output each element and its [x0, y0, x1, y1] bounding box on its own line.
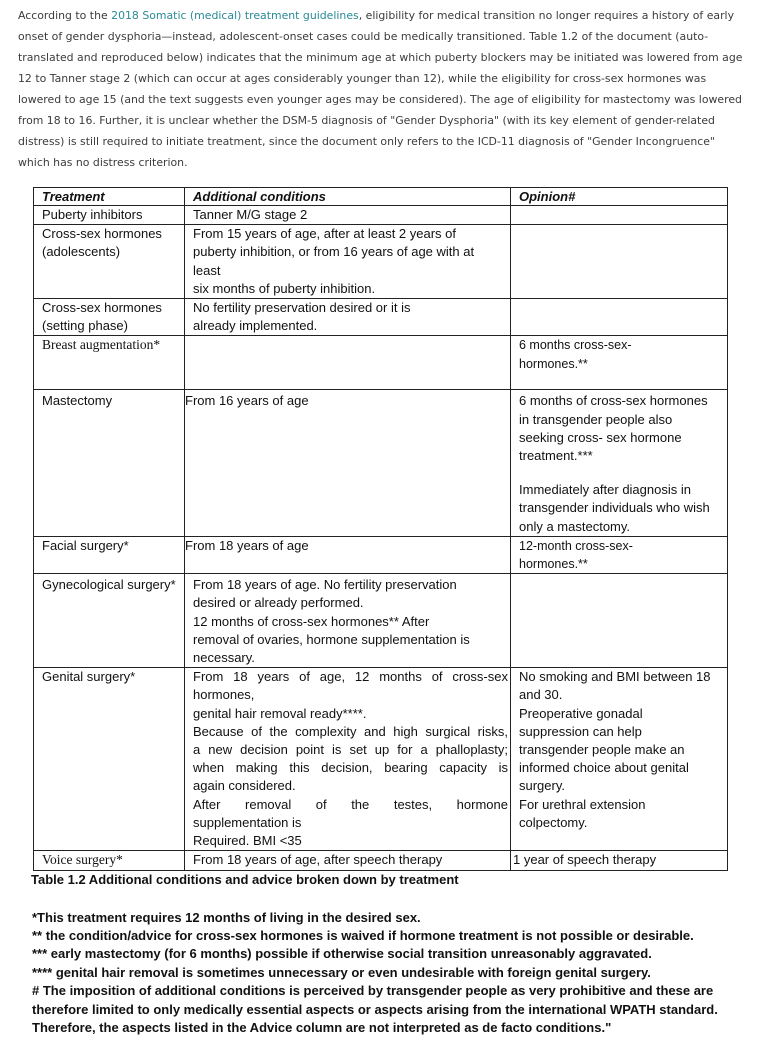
cell-line: informed choice about genital — [519, 760, 689, 776]
treatment-cell — [34, 536, 185, 573]
footnote: ** the condition/advice for cross-sex hormones is waived if hormone treatment is not possible or desirable. — [32, 927, 694, 943]
treatment-cell — [34, 390, 185, 536]
cell-line: least — [193, 262, 221, 278]
cell-line: hormones.** — [519, 557, 588, 572]
cell-line: treatment.*** — [519, 448, 593, 464]
cell-line: Puberty inhibitors — [42, 207, 143, 222]
table-row — [34, 390, 728, 536]
footnote: *** early mastectomy (for 6 months) possible if otherwise social transition unreasonably aggravated. — [32, 946, 652, 962]
cell-line: necessary. — [193, 650, 255, 666]
header-opinion: Opinion# — [511, 188, 728, 206]
opinion-cell — [511, 390, 728, 536]
cell-line: 12 months of cross-sex hormones** After — [193, 613, 430, 629]
cell-line: hormones, — [193, 687, 255, 703]
cell-line: surgery. — [519, 778, 565, 794]
cell-line: six months of puberty inhibition. — [193, 280, 376, 296]
cell-line: in transgender people also — [519, 411, 673, 427]
conditions-cell — [185, 668, 511, 851]
opinion-cell — [511, 225, 728, 299]
cell-line: puberty inhibition, or from 16 years of age with at — [193, 244, 475, 260]
treatment-cell — [34, 574, 185, 668]
cell-line: hormones.** — [519, 356, 588, 371]
footnote: **** genital hair removal is sometimes unnecessary or even undesirable with foreign genital surgery. — [32, 964, 651, 980]
cell-line: transgender individuals who wish — [519, 500, 710, 516]
opinion-cell — [511, 851, 728, 870]
cell-line: Facial surgery* — [42, 537, 129, 553]
cell-line: Immediately after diagnosis in — [519, 482, 691, 498]
footnotes — [32, 909, 732, 1038]
cell-line: Genital surgery* — [42, 669, 136, 685]
conditions-cell — [185, 225, 511, 299]
header-conditions: Additional conditions — [185, 188, 511, 206]
table-row — [34, 336, 728, 390]
cell-line: 1 year of speech therapy — [513, 852, 657, 868]
conditions-cell — [185, 574, 511, 668]
cell-gap — [519, 465, 727, 481]
table-row — [34, 851, 728, 870]
cell-line: colpectomy. — [519, 814, 588, 830]
cell-line: genital hair removal ready****. — [193, 705, 367, 721]
intro-paragraph — [18, 5, 744, 173]
cell-line: Cross-sex hormones — [42, 226, 162, 242]
guidelines-link[interactable]: 2018 Somatic (medical) treatment guidelines — [111, 9, 359, 22]
cell-line: From 18 years of age, 12 months of cross-sex — [193, 669, 508, 685]
cell-line: only a mastectomy. — [519, 518, 631, 534]
cell-line: removal of ovaries, hormone supplementation is — [193, 631, 470, 647]
cell-line: From 18 years of age. No fertility preservation — [193, 577, 457, 593]
cell-line: 6 months of cross-sex hormones — [519, 393, 708, 409]
cell-line: (setting phase) — [42, 318, 128, 334]
cell-line: After removal of the testes, hormone — [193, 796, 508, 812]
cell-line: and 30. — [519, 687, 563, 703]
cell-line: 12-month cross-sex- — [519, 538, 633, 553]
opinion-cell — [511, 536, 728, 573]
cell-line: Cross-sex hormones — [42, 300, 162, 316]
cell-line: From 18 years of age — [185, 537, 309, 553]
treatment-cell — [34, 206, 185, 225]
opinion-cell — [511, 668, 728, 851]
footnote: # The imposition of additional conditions is perceived by transgender people as very prohibitive and these are therefore limited to only medically essential aspects or aspects arising from the international WPATH standard. Therefore, the aspects listed in the Advice column are not interpreted as de facto conditions." — [32, 983, 718, 1035]
cell-line: From 18 years of age, after speech therapy — [193, 852, 443, 868]
footnote: *This treatment requires 12 months of living in the desired sex. — [32, 909, 421, 925]
opinion-cell — [511, 206, 728, 225]
cell-line: Mastectomy — [42, 393, 113, 409]
table-figure — [33, 187, 727, 1037]
conditions-cell — [185, 336, 511, 390]
cell-line: For urethral extension — [519, 796, 646, 812]
treatment-cell — [34, 336, 185, 390]
conditions-cell — [185, 536, 511, 573]
intro-text-rest: , eligibility for medical transition no longer requires a history of early onset of gender dysphoria—instead, adolescent-onset cases could be medically transitioned. Table 1.2 of the document (auto-translated and reproduced below) indicates that the minimum age at which puberty blockers may be initiated was lowered from age 12 to Tanner stage 2 (which can occur at ages considerably younger than 12), while the eligibility for cross-sex hormones was lowered to age 15 (and the text suggests even younger ages may be considered). The age of eligibility for mastectomy was lowered from 18 to 16. Further, it is unclear whether the DSM-5 diagnosis of "Gender Dysphoria" (with its key element of gender-related distress) is still required to initiate treatment, since the document only refers to the ICD-11 diagnosis of "Gender Incongruence" which has no distress criterion. — [18, 9, 743, 169]
intro-text-start: According to the — [18, 9, 112, 22]
treatment-cell — [34, 225, 185, 299]
cell-line: again considered. — [193, 778, 296, 794]
cell-line: already implemented. — [193, 318, 318, 334]
cell-line: transgender people make an — [519, 742, 685, 758]
cell-line: desired or already performed. — [193, 595, 364, 611]
table-row — [34, 668, 728, 851]
cell-line: Required. BMI <35 — [193, 833, 302, 849]
treatment-conditions-table — [33, 187, 728, 871]
conditions-cell — [185, 206, 511, 225]
table-row — [34, 206, 728, 225]
conditions-cell — [185, 851, 511, 870]
treatment-cell — [34, 851, 185, 870]
cell-line: From 15 years of age, after at least 2 years of — [193, 226, 457, 242]
cell-line: seeking cross- sex hormone — [519, 429, 682, 445]
conditions-cell — [185, 299, 511, 336]
cell-line: No smoking and BMI between 18 — [519, 669, 711, 685]
cell-line: Preoperative gonadal — [519, 705, 643, 721]
cell-line: supplementation is — [193, 814, 302, 830]
table-row — [34, 536, 728, 573]
header-treatment: Treatment — [34, 188, 185, 206]
cell-line: Voice surgery* — [42, 852, 123, 868]
cell-line: No fertility preservation desired or it is — [193, 300, 411, 316]
cell-line: (adolescents) — [42, 244, 121, 260]
cell-line: Breast augmentation* — [42, 337, 161, 353]
table-header-row — [34, 188, 728, 206]
cell-line: a new decision point is set up for a phalloplasty; — [193, 742, 508, 758]
table-caption: Table 1.2 Additional conditions and advice broken down by treatment — [31, 871, 459, 887]
conditions-cell — [185, 390, 511, 536]
table-row — [34, 225, 728, 299]
cell-line: Because of the complexity and high surgical risks, — [193, 723, 508, 739]
treatment-cell — [34, 299, 185, 336]
cell-line: Gynecological surgery* — [42, 577, 176, 593]
cell-line: Tanner M/G stage 2 — [193, 207, 308, 222]
table-row — [34, 299, 728, 336]
opinion-cell — [511, 336, 728, 390]
cell-line: when making this decision, bearing capacity is — [193, 760, 508, 776]
opinion-cell — [511, 299, 728, 336]
cell-line: From 16 years of age — [185, 393, 309, 409]
cell-line: 6 months cross-sex- — [519, 338, 632, 353]
table-row — [34, 574, 728, 668]
opinion-cell — [511, 574, 728, 668]
treatment-cell — [34, 668, 185, 851]
cell-line: suppression can help — [519, 723, 642, 739]
